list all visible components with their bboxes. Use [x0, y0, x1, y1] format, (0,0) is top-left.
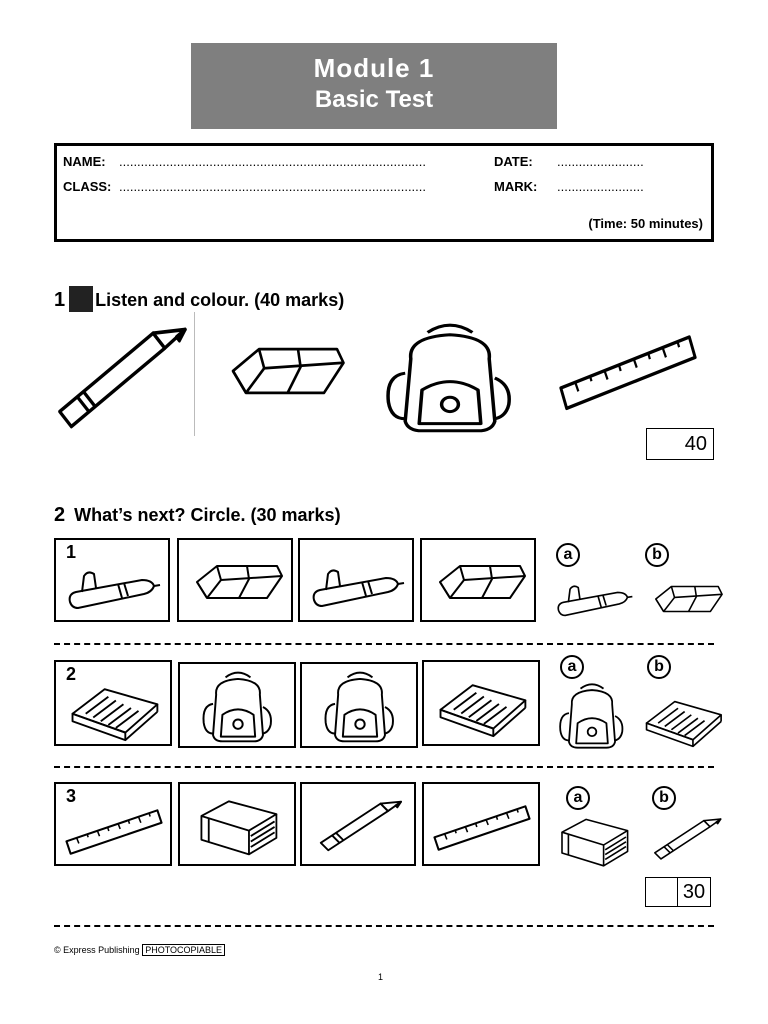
- test-subtitle: Basic Test: [314, 86, 434, 113]
- divider: [194, 312, 195, 436]
- mark-label: MARK:: [494, 179, 538, 194]
- mark-field[interactable]: ........................: [557, 179, 644, 194]
- section1-heading: [54, 286, 344, 312]
- backpack-icon[interactable]: [380, 318, 520, 438]
- pencil-icon[interactable]: [646, 816, 728, 862]
- section2-number: 2: [54, 504, 66, 526]
- eraser-icon[interactable]: [648, 574, 726, 624]
- section1-number: 1: [54, 289, 66, 311]
- time-limit: (Time: 50 minutes): [588, 216, 703, 231]
- row1-seq-1: [54, 538, 170, 622]
- photocopiable-badge: PHOTOCOPIABLE: [142, 944, 225, 956]
- row2-seq-2: [178, 662, 296, 748]
- row2-seq-4: [422, 660, 540, 746]
- row3-seq-3: [300, 782, 416, 866]
- row1-option-a-label[interactable]: a: [556, 543, 580, 567]
- pencil-case-icon: [60, 676, 168, 742]
- title-banner: [191, 43, 557, 129]
- section2-score-box: [645, 877, 711, 907]
- row1-seq-4: [420, 538, 536, 622]
- pencil-icon: [310, 798, 410, 854]
- class-label: CLASS:: [63, 179, 112, 194]
- section2-heading: [54, 504, 341, 527]
- row2-seq-3: [300, 662, 418, 748]
- row2-number: 2: [66, 664, 77, 684]
- page-separator: [54, 925, 714, 927]
- row-separator: [54, 766, 714, 768]
- row1-number: 1: [66, 542, 77, 562]
- copyright-text: © Express Publishing: [54, 945, 140, 955]
- row1-seq-2: [177, 538, 293, 622]
- module-title: Module 1: [313, 53, 435, 83]
- row3-seq-2: [178, 782, 296, 866]
- class-field[interactable]: .....................................................................................: [119, 179, 427, 194]
- row-separator: [54, 643, 714, 645]
- section1-score-box: 40: [646, 428, 714, 460]
- pen-icon: [304, 556, 408, 616]
- date-field[interactable]: ........................: [557, 154, 644, 169]
- score-entry-cell[interactable]: [646, 878, 678, 906]
- book-icon[interactable]: [554, 812, 634, 870]
- backpack-icon: [194, 668, 282, 746]
- section2-score: 30: [682, 881, 706, 903]
- backpack-icon: [316, 668, 404, 746]
- pencil-icon[interactable]: [48, 322, 194, 434]
- row3-seq-4: [422, 782, 540, 866]
- book-icon: [190, 794, 286, 858]
- ruler-icon: [428, 796, 536, 858]
- row1-option-b-label[interactable]: b: [645, 543, 669, 567]
- name-field[interactable]: .....................................................................................: [119, 154, 427, 169]
- ruler-icon: [60, 800, 168, 862]
- date-label: DATE:: [494, 154, 533, 169]
- eraser-icon[interactable]: [220, 330, 350, 412]
- row3-seq-1: [54, 782, 172, 866]
- row1-seq-3: [298, 538, 414, 622]
- section1-instruction: Listen and colour. (40 marks): [95, 290, 345, 310]
- row3-option-b-label[interactable]: b: [652, 786, 676, 810]
- pencil-case-icon: [428, 672, 536, 738]
- backpack-icon[interactable]: [554, 680, 630, 752]
- row2-seq-1: [54, 660, 172, 746]
- pen-icon[interactable]: [552, 574, 634, 624]
- section2-instruction: What’s next? Circle. (30 marks): [74, 505, 341, 525]
- pen-icon: [60, 558, 164, 618]
- row3-number: 3: [66, 786, 77, 806]
- ruler-icon[interactable]: [555, 320, 701, 422]
- footer: [54, 945, 225, 955]
- row3-option-a-label[interactable]: a: [566, 786, 590, 810]
- eraser-icon: [185, 552, 289, 612]
- student-info-box: [54, 143, 714, 242]
- audio-cd-icon: [69, 286, 93, 312]
- page-number: 1: [378, 972, 384, 982]
- pencil-case-icon[interactable]: [632, 690, 734, 748]
- eraser-icon: [428, 552, 532, 612]
- row2-option-a-label[interactable]: a: [560, 655, 584, 679]
- row2-option-b-label[interactable]: b: [647, 655, 671, 679]
- name-label: NAME:: [63, 154, 106, 169]
